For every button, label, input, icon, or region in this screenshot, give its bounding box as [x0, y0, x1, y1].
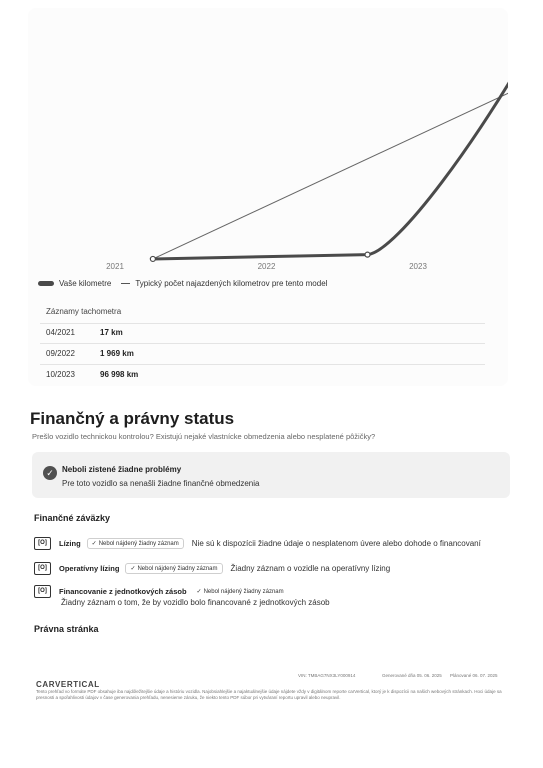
x-tick-label: 2021	[106, 262, 124, 271]
finance-icon: [O]	[34, 537, 51, 550]
record-date: 04/2021	[46, 328, 75, 337]
data-point	[365, 252, 370, 257]
record-value: 17 km	[100, 328, 123, 337]
data-point	[150, 256, 155, 261]
check-icon: ✓	[196, 589, 202, 595]
mileage-chart	[28, 8, 508, 278]
odometer-record-row	[46, 328, 123, 337]
obligation-item-stock-financing	[34, 585, 296, 598]
legend-swatch-typical	[121, 283, 130, 284]
obligation-item-leasing	[34, 537, 481, 550]
check-icon: ✓	[91, 541, 97, 547]
footer-vin: VIN: TMBAG7NX3LY000914	[298, 673, 356, 678]
footer-disclaimer: Tento prehľad vo formáte PDF obsahuje iba najdôležitejšie údaje a históriu vozidla. Najobsiahlejšie a najaktuálnejšie údaje nájdete vždy v digitálnom reporte carVertical, ktorý je k dispozícii na našich webových stránkach. Hoci údaje sa presnosti a spoľahlivosti údajov v čase generovania prehľadu, nenesieme záruku, že niekto tento PDF súbor pri vytváraní reportu upravil alebo neupravil.	[36, 689, 502, 700]
legend-swatch-yours	[38, 281, 54, 286]
status-summary-card	[32, 452, 510, 498]
obligation-item-operating-lease	[34, 562, 390, 575]
obligation-description: Nie sú k dispozícii žiadne údaje o nesplatenom úvere alebo dohode o financovaní	[191, 539, 481, 548]
record-value: 96 998 km	[100, 370, 139, 379]
obligation-label: Lízing	[59, 539, 81, 548]
x-tick-label: 2022	[257, 262, 276, 271]
status-heading: Neboli zistené žiadne problémy	[62, 465, 182, 474]
obligation-description: Žiadny záznam o vozidle na operatívny lízing	[230, 564, 391, 573]
record-date: 10/2023	[46, 370, 75, 379]
footer-printed-date: Plánované 06. 07. 2025	[450, 673, 498, 678]
odometer-record-row	[46, 349, 134, 358]
obligation-description: Žiadny záznam o tom, že by vozidlo bolo financované z jednotkových zásob	[61, 598, 330, 607]
series-line-typical	[153, 53, 508, 259]
odometer-records-title: Záznamy tachometra	[46, 307, 122, 316]
divider	[40, 323, 485, 324]
finance-icon: [O]	[34, 585, 51, 598]
legal-section-title: Právna stránka	[34, 624, 99, 634]
financial-status-title: Finančný a právny status	[30, 409, 235, 428]
chart-legend	[38, 279, 327, 288]
status-badge: ✓ Nebol nájdený žiadny záznam	[125, 563, 222, 574]
record-value: 1 969 km	[100, 349, 134, 358]
obligation-label: Operatívny lízing	[59, 564, 120, 573]
status-badge: ✓ Nebol nájdený žiadny záznam	[87, 538, 184, 549]
footer-generated-date: Generované dňa 05. 06. 2025	[382, 673, 442, 678]
status-text: Pre toto vozidlo sa nenašli žiadne finančné obmedzenia	[62, 479, 260, 488]
carvertical-logo: CARVERTICAL	[36, 680, 100, 689]
series-line-yours	[153, 44, 508, 259]
divider	[40, 364, 485, 365]
record-date: 09/2022	[46, 349, 75, 358]
finance-icon: [O]	[34, 562, 51, 575]
status-badge: ✓ Nebol nájdený žiadny záznam	[196, 589, 284, 595]
divider	[40, 343, 485, 344]
financial-obligations-title: Finančné záväzky	[34, 513, 111, 523]
legend-label-yours: Vaše kilometre	[59, 279, 112, 288]
obligation-label: Financovanie z jednotkových zásob	[59, 587, 187, 596]
x-tick-label: 2023	[409, 262, 427, 271]
financial-status-subtitle: Prešlo vozidlo technickou kontrolou? Existujú nejaké vlastnícke obmedzenia alebo nesplatené pôžičky?	[32, 432, 376, 441]
check-icon: ✓	[130, 566, 136, 572]
legend-label-typical: Typický počet najazdených kilometrov pre tento model	[135, 279, 328, 288]
check-icon: ✓	[43, 466, 57, 480]
odometer-record-row	[46, 370, 138, 379]
